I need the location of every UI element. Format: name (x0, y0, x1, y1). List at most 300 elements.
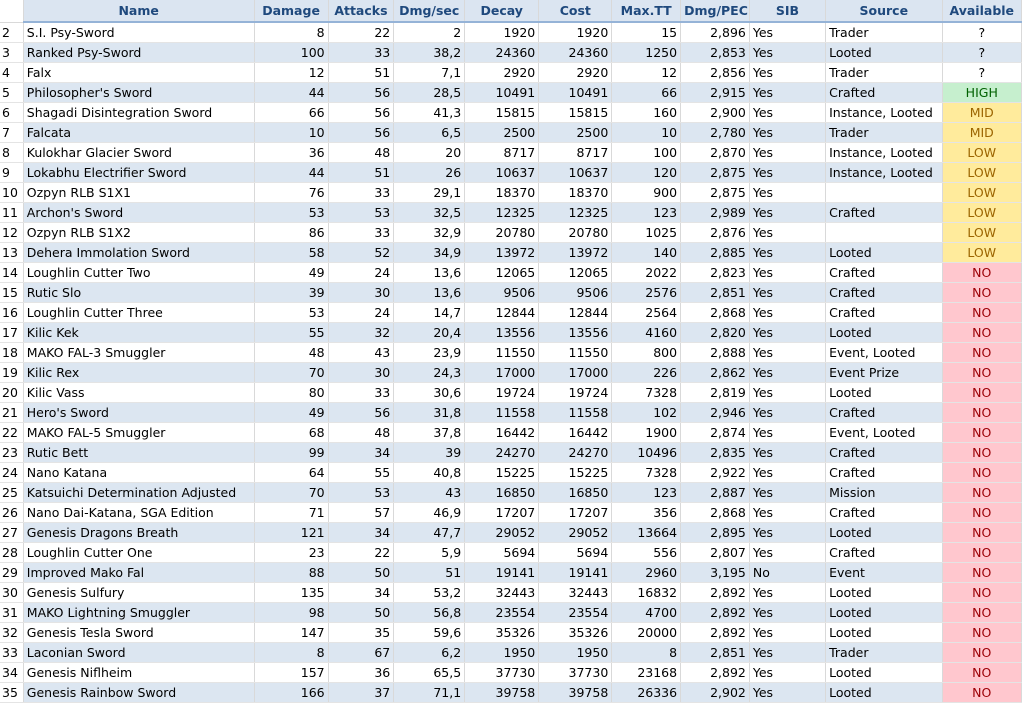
row-number[interactable]: 11 (0, 203, 23, 223)
cell-attacks[interactable]: 48 (328, 423, 394, 443)
cell-source[interactable] (826, 223, 942, 243)
cell-sib[interactable]: Yes (749, 603, 825, 623)
column-header-source[interactable]: Source (826, 0, 942, 22)
cell-source[interactable]: Trader (826, 643, 942, 663)
cell-max-tt[interactable]: 556 (612, 543, 681, 563)
cell-dmg-pec[interactable]: 2,888 (681, 343, 750, 363)
cell-sib[interactable]: Yes (749, 183, 825, 203)
row-number-header[interactable] (0, 0, 23, 22)
row-number[interactable]: 23 (0, 443, 23, 463)
column-header-decay[interactable]: Decay (465, 0, 539, 22)
row-number[interactable]: 13 (0, 243, 23, 263)
cell-dmg-pec[interactable]: 2,922 (681, 463, 750, 483)
cell-source[interactable]: Event, Looted (826, 423, 942, 443)
cell-attacks[interactable]: 24 (328, 263, 394, 283)
cell-sib[interactable]: Yes (749, 663, 825, 683)
cell-dmg-pec[interactable]: 2,876 (681, 223, 750, 243)
cell-cost[interactable]: 35326 (539, 623, 612, 643)
cell-decay[interactable]: 37730 (465, 663, 539, 683)
cell-sib[interactable]: Yes (749, 123, 825, 143)
cell-available[interactable]: NO (942, 363, 1021, 383)
cell-name[interactable]: Loughlin Cutter One (23, 543, 254, 563)
cell-sib[interactable]: Yes (749, 403, 825, 423)
cell-max-tt[interactable]: 15 (612, 22, 681, 43)
cell-dmg-sec[interactable]: 51 (394, 563, 465, 583)
cell-dmg-pec[interactable]: 2,887 (681, 483, 750, 503)
cell-available[interactable]: ? (942, 63, 1021, 83)
cell-dmg-sec[interactable]: 32,5 (394, 203, 465, 223)
cell-decay[interactable]: 19724 (465, 383, 539, 403)
cell-available[interactable]: LOW (942, 243, 1021, 263)
cell-decay[interactable]: 39758 (465, 683, 539, 703)
cell-damage[interactable]: 66 (254, 103, 328, 123)
cell-available[interactable]: MID (942, 123, 1021, 143)
cell-available[interactable]: NO (942, 263, 1021, 283)
cell-attacks[interactable]: 33 (328, 223, 394, 243)
cell-max-tt[interactable]: 4700 (612, 603, 681, 623)
cell-sib[interactable]: Yes (749, 363, 825, 383)
cell-attacks[interactable]: 56 (328, 103, 394, 123)
row-number[interactable]: 26 (0, 503, 23, 523)
cell-sib[interactable]: Yes (749, 503, 825, 523)
cell-dmg-sec[interactable]: 38,2 (394, 43, 465, 63)
cell-available[interactable]: NO (942, 463, 1021, 483)
cell-dmg-sec[interactable]: 29,1 (394, 183, 465, 203)
cell-max-tt[interactable]: 10496 (612, 443, 681, 463)
cell-dmg-sec[interactable]: 2 (394, 22, 465, 43)
cell-max-tt[interactable]: 102 (612, 403, 681, 423)
cell-dmg-sec[interactable]: 14,7 (394, 303, 465, 323)
cell-source[interactable]: Looted (826, 523, 942, 543)
cell-max-tt[interactable]: 8 (612, 643, 681, 663)
cell-name[interactable]: Falcata (23, 123, 254, 143)
cell-attacks[interactable]: 37 (328, 683, 394, 703)
cell-dmg-pec[interactable]: 2,875 (681, 163, 750, 183)
cell-name[interactable]: Ozpyn RLB S1X1 (23, 183, 254, 203)
row-number[interactable]: 10 (0, 183, 23, 203)
cell-decay[interactable]: 19141 (465, 563, 539, 583)
cell-dmg-sec[interactable]: 47,7 (394, 523, 465, 543)
cell-dmg-sec[interactable]: 37,8 (394, 423, 465, 443)
cell-attacks[interactable]: 30 (328, 363, 394, 383)
cell-cost[interactable]: 10491 (539, 83, 612, 103)
cell-attacks[interactable]: 50 (328, 603, 394, 623)
cell-dmg-pec[interactable]: 2,875 (681, 183, 750, 203)
cell-available[interactable]: NO (942, 663, 1021, 683)
cell-damage[interactable]: 88 (254, 563, 328, 583)
cell-decay[interactable]: 12325 (465, 203, 539, 223)
cell-sib[interactable]: Yes (749, 443, 825, 463)
cell-max-tt[interactable]: 1025 (612, 223, 681, 243)
cell-damage[interactable]: 10 (254, 123, 328, 143)
cell-source[interactable]: Instance, Looted (826, 143, 942, 163)
cell-cost[interactable]: 19141 (539, 563, 612, 583)
cell-available[interactable]: NO (942, 603, 1021, 623)
cell-name[interactable]: Philosopher's Sword (23, 83, 254, 103)
cell-attacks[interactable]: 67 (328, 643, 394, 663)
cell-decay[interactable]: 12065 (465, 263, 539, 283)
cell-name[interactable]: Kilic Rex (23, 363, 254, 383)
cell-decay[interactable]: 16850 (465, 483, 539, 503)
cell-dmg-sec[interactable]: 20,4 (394, 323, 465, 343)
cell-name[interactable]: Ozpyn RLB S1X2 (23, 223, 254, 243)
cell-sib[interactable]: Yes (749, 22, 825, 43)
cell-sib[interactable]: Yes (749, 283, 825, 303)
cell-damage[interactable]: 49 (254, 403, 328, 423)
cell-dmg-pec[interactable]: 2,851 (681, 643, 750, 663)
cell-decay[interactable]: 1920 (465, 22, 539, 43)
cell-decay[interactable]: 2500 (465, 123, 539, 143)
row-number[interactable]: 22 (0, 423, 23, 443)
cell-damage[interactable]: 23 (254, 543, 328, 563)
cell-dmg-pec[interactable]: 2,900 (681, 103, 750, 123)
column-header-max-tt[interactable]: Max.TT (612, 0, 681, 22)
cell-name[interactable]: Falx (23, 63, 254, 83)
cell-cost[interactable]: 18370 (539, 183, 612, 203)
cell-damage[interactable]: 12 (254, 63, 328, 83)
cell-source[interactable]: Looted (826, 383, 942, 403)
cell-decay[interactable]: 13556 (465, 323, 539, 343)
cell-max-tt[interactable]: 900 (612, 183, 681, 203)
row-number[interactable]: 12 (0, 223, 23, 243)
cell-decay[interactable]: 2920 (465, 63, 539, 83)
cell-source[interactable]: Instance, Looted (826, 163, 942, 183)
cell-damage[interactable]: 80 (254, 383, 328, 403)
cell-max-tt[interactable]: 10 (612, 123, 681, 143)
cell-dmg-sec[interactable]: 39 (394, 443, 465, 463)
cell-cost[interactable]: 12844 (539, 303, 612, 323)
cell-name[interactable]: Shagadi Disintegration Sword (23, 103, 254, 123)
cell-available[interactable]: LOW (942, 223, 1021, 243)
cell-cost[interactable]: 1920 (539, 22, 612, 43)
cell-source[interactable]: Crafted (826, 503, 942, 523)
cell-source[interactable]: Crafted (826, 403, 942, 423)
cell-available[interactable]: NO (942, 343, 1021, 363)
cell-source[interactable]: Event Prize (826, 363, 942, 383)
cell-decay[interactable]: 15815 (465, 103, 539, 123)
cell-cost[interactable]: 37730 (539, 663, 612, 683)
cell-damage[interactable]: 100 (254, 43, 328, 63)
cell-source[interactable]: Looted (826, 243, 942, 263)
row-number[interactable]: 18 (0, 343, 23, 363)
cell-attacks[interactable]: 55 (328, 463, 394, 483)
cell-cost[interactable]: 8717 (539, 143, 612, 163)
cell-available[interactable]: NO (942, 523, 1021, 543)
cell-available[interactable]: MID (942, 103, 1021, 123)
cell-sib[interactable]: Yes (749, 43, 825, 63)
cell-sib[interactable]: Yes (749, 683, 825, 703)
cell-source[interactable] (826, 183, 942, 203)
cell-decay[interactable]: 32443 (465, 583, 539, 603)
cell-decay[interactable]: 13972 (465, 243, 539, 263)
cell-available[interactable]: NO (942, 503, 1021, 523)
cell-cost[interactable]: 39758 (539, 683, 612, 703)
cell-dmg-sec[interactable]: 24,3 (394, 363, 465, 383)
cell-sib[interactable]: Yes (749, 483, 825, 503)
cell-sib[interactable]: Yes (749, 543, 825, 563)
cell-dmg-sec[interactable]: 43 (394, 483, 465, 503)
cell-sib[interactable]: Yes (749, 263, 825, 283)
cell-decay[interactable]: 9506 (465, 283, 539, 303)
cell-decay[interactable]: 24360 (465, 43, 539, 63)
cell-attacks[interactable]: 57 (328, 503, 394, 523)
row-number[interactable]: 34 (0, 663, 23, 683)
cell-name[interactable]: Genesis Dragons Breath (23, 523, 254, 543)
cell-damage[interactable]: 70 (254, 363, 328, 383)
cell-dmg-sec[interactable]: 71,1 (394, 683, 465, 703)
cell-dmg-sec[interactable]: 56,8 (394, 603, 465, 623)
cell-dmg-pec[interactable]: 3,195 (681, 563, 750, 583)
cell-attacks[interactable]: 33 (328, 383, 394, 403)
cell-damage[interactable]: 86 (254, 223, 328, 243)
cell-available[interactable]: NO (942, 283, 1021, 303)
cell-cost[interactable]: 12325 (539, 203, 612, 223)
cell-sib[interactable]: Yes (749, 383, 825, 403)
cell-cost[interactable]: 32443 (539, 583, 612, 603)
cell-sib[interactable]: Yes (749, 303, 825, 323)
cell-damage[interactable]: 157 (254, 663, 328, 683)
cell-sib[interactable]: Yes (749, 83, 825, 103)
row-number[interactable]: 3 (0, 43, 23, 63)
cell-name[interactable]: Loughlin Cutter Two (23, 263, 254, 283)
cell-attacks[interactable]: 34 (328, 523, 394, 543)
cell-decay[interactable]: 17000 (465, 363, 539, 383)
cell-attacks[interactable]: 33 (328, 43, 394, 63)
row-number[interactable]: 25 (0, 483, 23, 503)
cell-source[interactable]: Crafted (826, 83, 942, 103)
row-number[interactable]: 2 (0, 22, 23, 43)
cell-attacks[interactable]: 24 (328, 303, 394, 323)
cell-damage[interactable]: 64 (254, 463, 328, 483)
cell-cost[interactable]: 13556 (539, 323, 612, 343)
cell-source[interactable]: Event (826, 563, 942, 583)
cell-decay[interactable]: 18370 (465, 183, 539, 203)
cell-dmg-sec[interactable]: 32,9 (394, 223, 465, 243)
cell-dmg-sec[interactable]: 34,9 (394, 243, 465, 263)
cell-available[interactable]: NO (942, 643, 1021, 663)
cell-decay[interactable]: 10491 (465, 83, 539, 103)
cell-sib[interactable]: Yes (749, 583, 825, 603)
row-number[interactable]: 21 (0, 403, 23, 423)
cell-name[interactable]: MAKO Lightning Smuggler (23, 603, 254, 623)
cell-sib[interactable]: Yes (749, 523, 825, 543)
cell-dmg-pec[interactable]: 2,870 (681, 143, 750, 163)
cell-sib[interactable]: Yes (749, 223, 825, 243)
cell-dmg-sec[interactable]: 23,9 (394, 343, 465, 363)
cell-max-tt[interactable]: 2960 (612, 563, 681, 583)
row-number[interactable]: 15 (0, 283, 23, 303)
row-number[interactable]: 19 (0, 363, 23, 383)
cell-name[interactable]: S.I. Psy-Sword (23, 22, 254, 43)
column-header-dmg-sec[interactable]: Dmg/sec (394, 0, 465, 22)
cell-source[interactable]: Looted (826, 323, 942, 343)
cell-source[interactable]: Looted (826, 603, 942, 623)
cell-source[interactable]: Looted (826, 683, 942, 703)
cell-dmg-pec[interactable]: 2,902 (681, 683, 750, 703)
row-number[interactable]: 5 (0, 83, 23, 103)
cell-name[interactable]: Laconian Sword (23, 643, 254, 663)
cell-sib[interactable]: Yes (749, 423, 825, 443)
cell-available[interactable]: NO (942, 303, 1021, 323)
cell-dmg-pec[interactable]: 2,892 (681, 603, 750, 623)
cell-available[interactable]: ? (942, 22, 1021, 43)
cell-damage[interactable]: 135 (254, 583, 328, 603)
cell-cost[interactable]: 15815 (539, 103, 612, 123)
cell-max-tt[interactable]: 140 (612, 243, 681, 263)
row-number[interactable]: 14 (0, 263, 23, 283)
cell-cost[interactable]: 23554 (539, 603, 612, 623)
cell-available[interactable]: NO (942, 323, 1021, 343)
row-number[interactable]: 4 (0, 63, 23, 83)
cell-decay[interactable]: 1950 (465, 643, 539, 663)
cell-cost[interactable]: 9506 (539, 283, 612, 303)
cell-dmg-pec[interactable]: 2,874 (681, 423, 750, 443)
cell-damage[interactable]: 76 (254, 183, 328, 203)
cell-name[interactable]: MAKO FAL-5 Smuggler (23, 423, 254, 443)
cell-decay[interactable]: 24270 (465, 443, 539, 463)
column-header-sib[interactable]: SIB (749, 0, 825, 22)
cell-cost[interactable]: 24360 (539, 43, 612, 63)
cell-decay[interactable]: 12844 (465, 303, 539, 323)
cell-name[interactable]: MAKO FAL-3 Smuggler (23, 343, 254, 363)
row-number[interactable]: 17 (0, 323, 23, 343)
cell-dmg-pec[interactable]: 2,868 (681, 503, 750, 523)
cell-dmg-sec[interactable]: 31,8 (394, 403, 465, 423)
cell-name[interactable]: Lokabhu Electrifier Sword (23, 163, 254, 183)
cell-dmg-sec[interactable]: 13,6 (394, 283, 465, 303)
cell-sib[interactable]: Yes (749, 103, 825, 123)
cell-dmg-pec[interactable]: 2,823 (681, 263, 750, 283)
cell-attacks[interactable]: 50 (328, 563, 394, 583)
cell-name[interactable]: Nano Katana (23, 463, 254, 483)
cell-dmg-pec[interactable]: 2,895 (681, 523, 750, 543)
cell-decay[interactable]: 11550 (465, 343, 539, 363)
cell-name[interactable]: Kilic Vass (23, 383, 254, 403)
cell-dmg-pec[interactable]: 2,853 (681, 43, 750, 63)
row-number[interactable]: 35 (0, 683, 23, 703)
cell-dmg-sec[interactable]: 13,6 (394, 263, 465, 283)
cell-attacks[interactable]: 56 (328, 123, 394, 143)
cell-attacks[interactable]: 51 (328, 63, 394, 83)
cell-dmg-sec[interactable]: 26 (394, 163, 465, 183)
row-number[interactable]: 29 (0, 563, 23, 583)
cell-attacks[interactable]: 56 (328, 83, 394, 103)
cell-available[interactable]: NO (942, 543, 1021, 563)
cell-name[interactable]: Improved Mako Fal (23, 563, 254, 583)
cell-source[interactable]: Crafted (826, 203, 942, 223)
cell-max-tt[interactable]: 2564 (612, 303, 681, 323)
cell-available[interactable]: LOW (942, 143, 1021, 163)
cell-dmg-pec[interactable]: 2,820 (681, 323, 750, 343)
cell-dmg-sec[interactable]: 6,5 (394, 123, 465, 143)
cell-damage[interactable]: 99 (254, 443, 328, 463)
cell-attacks[interactable]: 52 (328, 243, 394, 263)
cell-damage[interactable]: 53 (254, 303, 328, 323)
cell-damage[interactable]: 55 (254, 323, 328, 343)
cell-cost[interactable]: 2920 (539, 63, 612, 83)
cell-decay[interactable]: 5694 (465, 543, 539, 563)
cell-dmg-sec[interactable]: 59,6 (394, 623, 465, 643)
cell-source[interactable]: Looted (826, 583, 942, 603)
cell-attacks[interactable]: 33 (328, 183, 394, 203)
cell-decay[interactable]: 8717 (465, 143, 539, 163)
cell-name[interactable]: Hero's Sword (23, 403, 254, 423)
cell-cost[interactable]: 29052 (539, 523, 612, 543)
cell-name[interactable]: Rutic Bett (23, 443, 254, 463)
cell-attacks[interactable]: 53 (328, 483, 394, 503)
cell-attacks[interactable]: 22 (328, 543, 394, 563)
cell-available[interactable]: LOW (942, 163, 1021, 183)
cell-damage[interactable]: 39 (254, 283, 328, 303)
cell-max-tt[interactable]: 2022 (612, 263, 681, 283)
row-number[interactable]: 6 (0, 103, 23, 123)
cell-decay[interactable]: 16442 (465, 423, 539, 443)
cell-available[interactable]: LOW (942, 183, 1021, 203)
row-number[interactable]: 32 (0, 623, 23, 643)
cell-name[interactable]: Archon's Sword (23, 203, 254, 223)
cell-dmg-sec[interactable]: 28,5 (394, 83, 465, 103)
cell-source[interactable]: Crafted (826, 463, 942, 483)
cell-sib[interactable]: Yes (749, 343, 825, 363)
cell-dmg-sec[interactable]: 40,8 (394, 463, 465, 483)
cell-dmg-sec[interactable]: 20 (394, 143, 465, 163)
cell-source[interactable]: Event, Looted (826, 343, 942, 363)
cell-name[interactable]: Kulokhar Glacier Sword (23, 143, 254, 163)
cell-sib[interactable]: No (749, 563, 825, 583)
cell-dmg-pec[interactable]: 2,892 (681, 583, 750, 603)
cell-sib[interactable]: Yes (749, 163, 825, 183)
cell-name[interactable]: Genesis Tesla Sword (23, 623, 254, 643)
row-number[interactable]: 16 (0, 303, 23, 323)
cell-sib[interactable]: Yes (749, 63, 825, 83)
cell-decay[interactable]: 20780 (465, 223, 539, 243)
cell-max-tt[interactable]: 12 (612, 63, 681, 83)
row-number[interactable]: 28 (0, 543, 23, 563)
cell-max-tt[interactable]: 226 (612, 363, 681, 383)
cell-available[interactable]: LOW (942, 203, 1021, 223)
cell-source[interactable]: Crafted (826, 303, 942, 323)
cell-max-tt[interactable]: 23168 (612, 663, 681, 683)
cell-name[interactable]: Loughlin Cutter Three (23, 303, 254, 323)
cell-dmg-pec[interactable]: 2,946 (681, 403, 750, 423)
cell-dmg-pec[interactable]: 2,856 (681, 63, 750, 83)
cell-name[interactable]: Genesis Sulfury (23, 583, 254, 603)
cell-attacks[interactable]: 22 (328, 22, 394, 43)
cell-attacks[interactable]: 43 (328, 343, 394, 363)
column-header-name[interactable]: Name (23, 0, 254, 22)
cell-available[interactable]: NO (942, 583, 1021, 603)
cell-sib[interactable]: Yes (749, 143, 825, 163)
cell-source[interactable]: Looted (826, 43, 942, 63)
row-number[interactable]: 9 (0, 163, 23, 183)
cell-damage[interactable]: 71 (254, 503, 328, 523)
cell-available[interactable]: NO (942, 483, 1021, 503)
cell-max-tt[interactable]: 160 (612, 103, 681, 123)
cell-available[interactable]: NO (942, 383, 1021, 403)
cell-dmg-pec[interactable]: 2,851 (681, 283, 750, 303)
cell-cost[interactable]: 16442 (539, 423, 612, 443)
cell-dmg-sec[interactable]: 46,9 (394, 503, 465, 523)
cell-available[interactable]: HIGH (942, 83, 1021, 103)
cell-damage[interactable]: 68 (254, 423, 328, 443)
cell-cost[interactable]: 10637 (539, 163, 612, 183)
cell-cost[interactable]: 16850 (539, 483, 612, 503)
cell-damage[interactable]: 49 (254, 263, 328, 283)
row-number[interactable]: 20 (0, 383, 23, 403)
cell-max-tt[interactable]: 1250 (612, 43, 681, 63)
cell-source[interactable]: Mission (826, 483, 942, 503)
cell-cost[interactable]: 11558 (539, 403, 612, 423)
